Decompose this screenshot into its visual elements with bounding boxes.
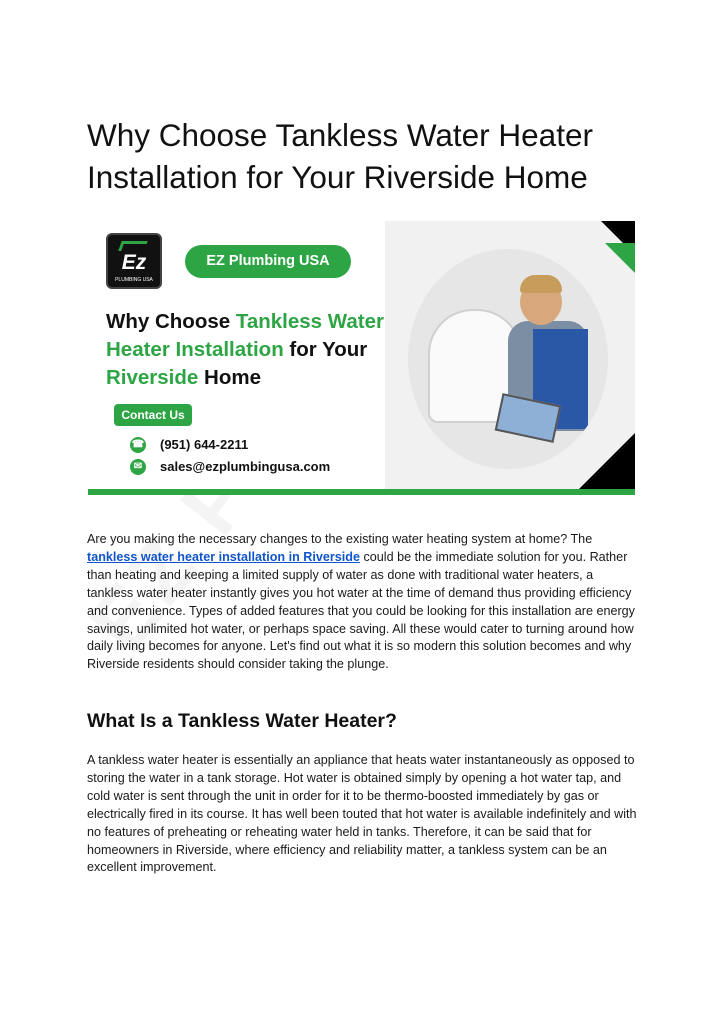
banner-headline <box>106 308 426 392</box>
phone-number: (951) 644-2211 <box>160 437 249 452</box>
intro-text: Are you making the necessary changes to the existing water heating system at home? The <box>87 532 593 546</box>
contact-us-button: Contact Us <box>114 404 192 426</box>
phone-icon: ☎ <box>130 437 146 453</box>
intro-paragraph <box>87 531 637 674</box>
company-logo <box>106 233 162 289</box>
hero-banner-image <box>88 221 635 495</box>
headline-part: Why Choose <box>106 310 236 333</box>
headline-highlight: Riverside <box>106 366 199 389</box>
headline-part: Home <box>198 366 261 389</box>
section-paragraph: A tankless water heater is essentially an appliance that heats water instantaneously as opposed to storing the water in a tank storage. Hot water is obtained simply by opening a hot water tap, and cold water is sent through the unit in order for it to be thermo-boosted immediately by gas or electrically fired in its course. It has well been touted that hot water is available indefinitely and with no features of preheating or reheating water held in tanks. Therefore, it can be said that for homeowners in Riverside, where efficiency and reliability matter, a tankless system can be an excellent improvement. <box>87 753 637 875</box>
intro-text: could be the immediate solution for you. Rather than heating and keeping a limited supply of water as done with traditional water heaters, a tankless water heater instantly gives you hot water at the time of demand thus providing efficiency and convenience. Types of added features that you could be looking for this installation are energy savings, unlimited hot water, or perhaps space saving. All these would cater to turning around how daily living becomes for anyone. Let's find out what it is so modern this solution becomes and why Riverside residents should consider taking the plunge. <box>87 549 635 672</box>
logo-text: Ez <box>121 251 147 274</box>
email-address: sales@ezplumbingusa.com <box>160 459 331 474</box>
brand-pill: EZ Plumbing USA <box>185 245 351 278</box>
section-heading: What Is a Tankless Water Heater? <box>87 710 397 732</box>
corner-decoration <box>605 243 635 273</box>
house-roof-icon <box>118 241 148 251</box>
plumber-hair <box>520 275 562 293</box>
logo-subtext: PLUMBING USA <box>115 277 153 283</box>
mail-icon: ✉ <box>130 459 146 475</box>
page-title: Why Choose Tankless Water Heater Installation for Your Riverside Home <box>87 117 593 195</box>
banner-bottom-bar <box>88 489 635 495</box>
installation-link[interactable]: tankless water heater installation in Riverside <box>87 549 360 564</box>
corner-decoration <box>573 433 635 495</box>
headline-highlight: Tankless Water Heater Installation <box>106 310 384 361</box>
headline-part: for Your <box>283 338 368 361</box>
